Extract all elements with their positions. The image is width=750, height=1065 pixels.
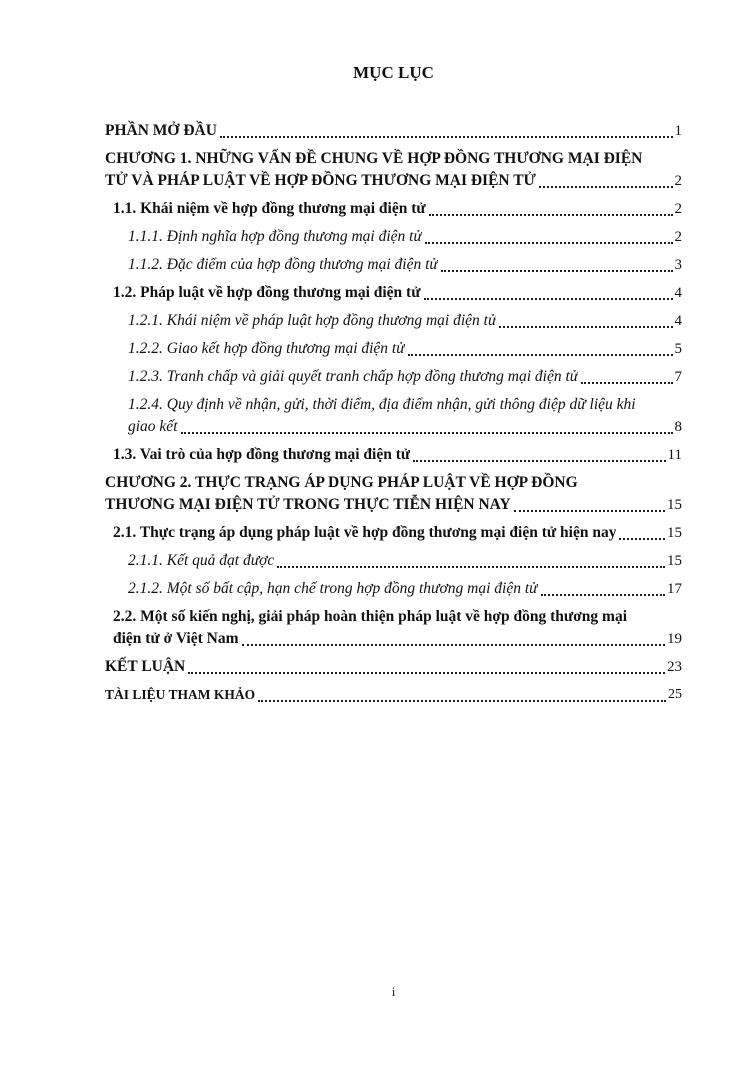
toc-entry-line: 2.2. Một số kiến nghị, giải pháp hoàn thiện pháp luật về hợp đồng thương mại (113, 608, 627, 625)
toc-entry-line (128, 578, 682, 600)
toc-entry-line: 1.2.4. Quy định về nhận, gửi, thời điểm, địa điểm nhận, gửi thông điệp dữ liệu khi (128, 396, 636, 413)
toc-entry-line (128, 310, 682, 332)
toc-entry (128, 366, 682, 388)
toc-entry-line (128, 416, 682, 438)
toc-entry (128, 550, 682, 572)
dot-leader (408, 354, 673, 356)
toc-entry (128, 394, 682, 438)
dot-leader (441, 270, 673, 272)
toc-entry-line (128, 254, 682, 276)
toc-entry (113, 522, 682, 544)
toc-entry (128, 310, 682, 332)
toc-entry-text: 1.2.1. Khái niệm về pháp luật hợp đồng thương mại điện tử (128, 312, 497, 329)
toc-entry (105, 120, 682, 142)
toc-page-number: 2 (674, 201, 682, 217)
table-of-contents (105, 120, 682, 706)
dot-leader (539, 186, 673, 188)
toc-entry-line (128, 338, 682, 360)
toc-entry-text: 1.1.2. Đặc điểm của hợp đồng thương mại điện tử (128, 256, 438, 273)
toc-entry (128, 226, 682, 248)
dot-leader (429, 214, 673, 216)
dot-leader (242, 644, 665, 646)
toc-page-number: 8 (674, 419, 682, 435)
toc-entry-line: CHƯƠNG 1. NHỮNG VẤN ĐỀ CHUNG VỀ HỢP ĐỒNG THƯƠNG MẠI ĐIỆN (105, 150, 643, 167)
dot-leader (619, 538, 665, 540)
toc-entry (113, 282, 682, 304)
toc-entry-line (128, 550, 682, 572)
toc-entry-text: 1.2.3. Tranh chấp và giải quyết tranh chấp hợp đồng thương mại điện tử (128, 368, 579, 385)
toc-entry-text: 2.1. Thực trạng áp dụng pháp luật về hợp đồng thương mại điện tử hiện nay (113, 524, 617, 541)
toc-entry-text: THƯƠNG MẠI ĐIỆN TỬ TRONG THỰC TIỄN HIỆN NAY (105, 496, 511, 513)
toc-entry-text: 1.1.1. Định nghĩa hợp đồng thương mại điện tử (128, 228, 422, 245)
page-footer (105, 984, 682, 1000)
toc-entry-text: KẾT LUẬN (105, 658, 186, 675)
dot-leader (220, 136, 673, 138)
toc-entry-text: 2.1.1. Kết quả đạt được (128, 552, 275, 569)
dot-leader (514, 510, 665, 512)
toc-page-number: 4 (674, 313, 682, 329)
page-title: MỤC LỤC (353, 63, 434, 82)
toc-entry-line (113, 282, 682, 304)
toc-entry (105, 472, 682, 516)
toc-entry (113, 606, 682, 650)
toc-page-number: 25 (668, 687, 682, 702)
toc-entry-line (128, 366, 682, 388)
toc-page-number: 15 (667, 497, 682, 513)
toc-entry-line (105, 684, 682, 706)
dot-leader (424, 298, 673, 300)
toc-entry-line (105, 170, 682, 192)
toc-entry-line (128, 226, 682, 248)
toc-page-number: 3 (674, 257, 682, 273)
toc-page-number: 15 (667, 553, 682, 569)
toc-page-number: 23 (667, 659, 682, 675)
toc-entry-text: 1.2.2. Giao kết hợp đồng thương mại điện tử (128, 340, 405, 357)
toc-entry-text: TỬ VÀ PHÁP LUẬT VỀ HỢP ĐỒNG THƯƠNG MẠI ĐIỆN TỬ (105, 172, 536, 189)
toc-entry-line (105, 656, 682, 678)
toc-entry-line (105, 494, 682, 516)
toc-page-number: 15 (667, 525, 682, 541)
dot-leader (541, 594, 665, 596)
dot-leader (258, 700, 666, 702)
toc-entry (105, 656, 682, 678)
toc-entry (105, 148, 682, 192)
page-number: i (391, 984, 396, 999)
dot-leader (413, 460, 665, 462)
toc-entry-text: 2.1.2. Một số bất cập, hạn chế trong hợp đồng thương mại điện tử (128, 580, 538, 597)
toc-entry-line (113, 522, 682, 544)
toc-page-number: 5 (674, 341, 682, 357)
toc-entry (128, 578, 682, 600)
toc-entry-text: 1.1. Khái niệm về hợp đồng thương mại điện tử (113, 200, 426, 217)
toc-page-number: 2 (674, 229, 682, 245)
toc-entry-text: điện tử ở Việt Nam (113, 630, 239, 647)
toc-entry (105, 684, 682, 706)
toc-entry (128, 254, 682, 276)
toc-entry (128, 338, 682, 360)
toc-entry-line (113, 628, 682, 650)
toc-page-number: 17 (667, 581, 682, 597)
toc-entry-text: PHẦN MỞ ĐẦU (105, 122, 217, 139)
toc-page-number: 1 (674, 123, 682, 139)
dot-leader (188, 672, 665, 674)
toc-entry-text: 1.2. Pháp luật về hợp đồng thương mại điện tử (113, 284, 421, 301)
dot-leader (581, 382, 672, 384)
toc-entry-text: TÀI LIỆU THAM KHẢO (105, 687, 256, 702)
toc-entry-line (113, 198, 682, 220)
toc-page-number: 4 (674, 285, 682, 301)
dot-leader (277, 566, 665, 568)
toc-page-number: 7 (674, 369, 682, 385)
toc-entry-text: giao kết (128, 418, 178, 435)
toc-entry-text: 1.3. Vai trò của hợp đồng thương mại điện tử (113, 446, 411, 463)
dot-leader (181, 432, 673, 434)
toc-entry (113, 198, 682, 220)
toc-entry (113, 444, 682, 466)
toc-page-number: 11 (667, 447, 682, 463)
dot-leader (499, 326, 672, 328)
toc-page-number: 19 (667, 631, 682, 647)
toc-entry-line (113, 444, 682, 466)
toc-entry-line (105, 120, 682, 142)
toc-page-number: 2 (674, 173, 682, 189)
dot-leader (425, 242, 673, 244)
toc-entry-line: CHƯƠNG 2. THỰC TRẠNG ÁP DỤNG PHÁP LUẬT VỀ HỢP ĐỒNG (105, 474, 578, 491)
